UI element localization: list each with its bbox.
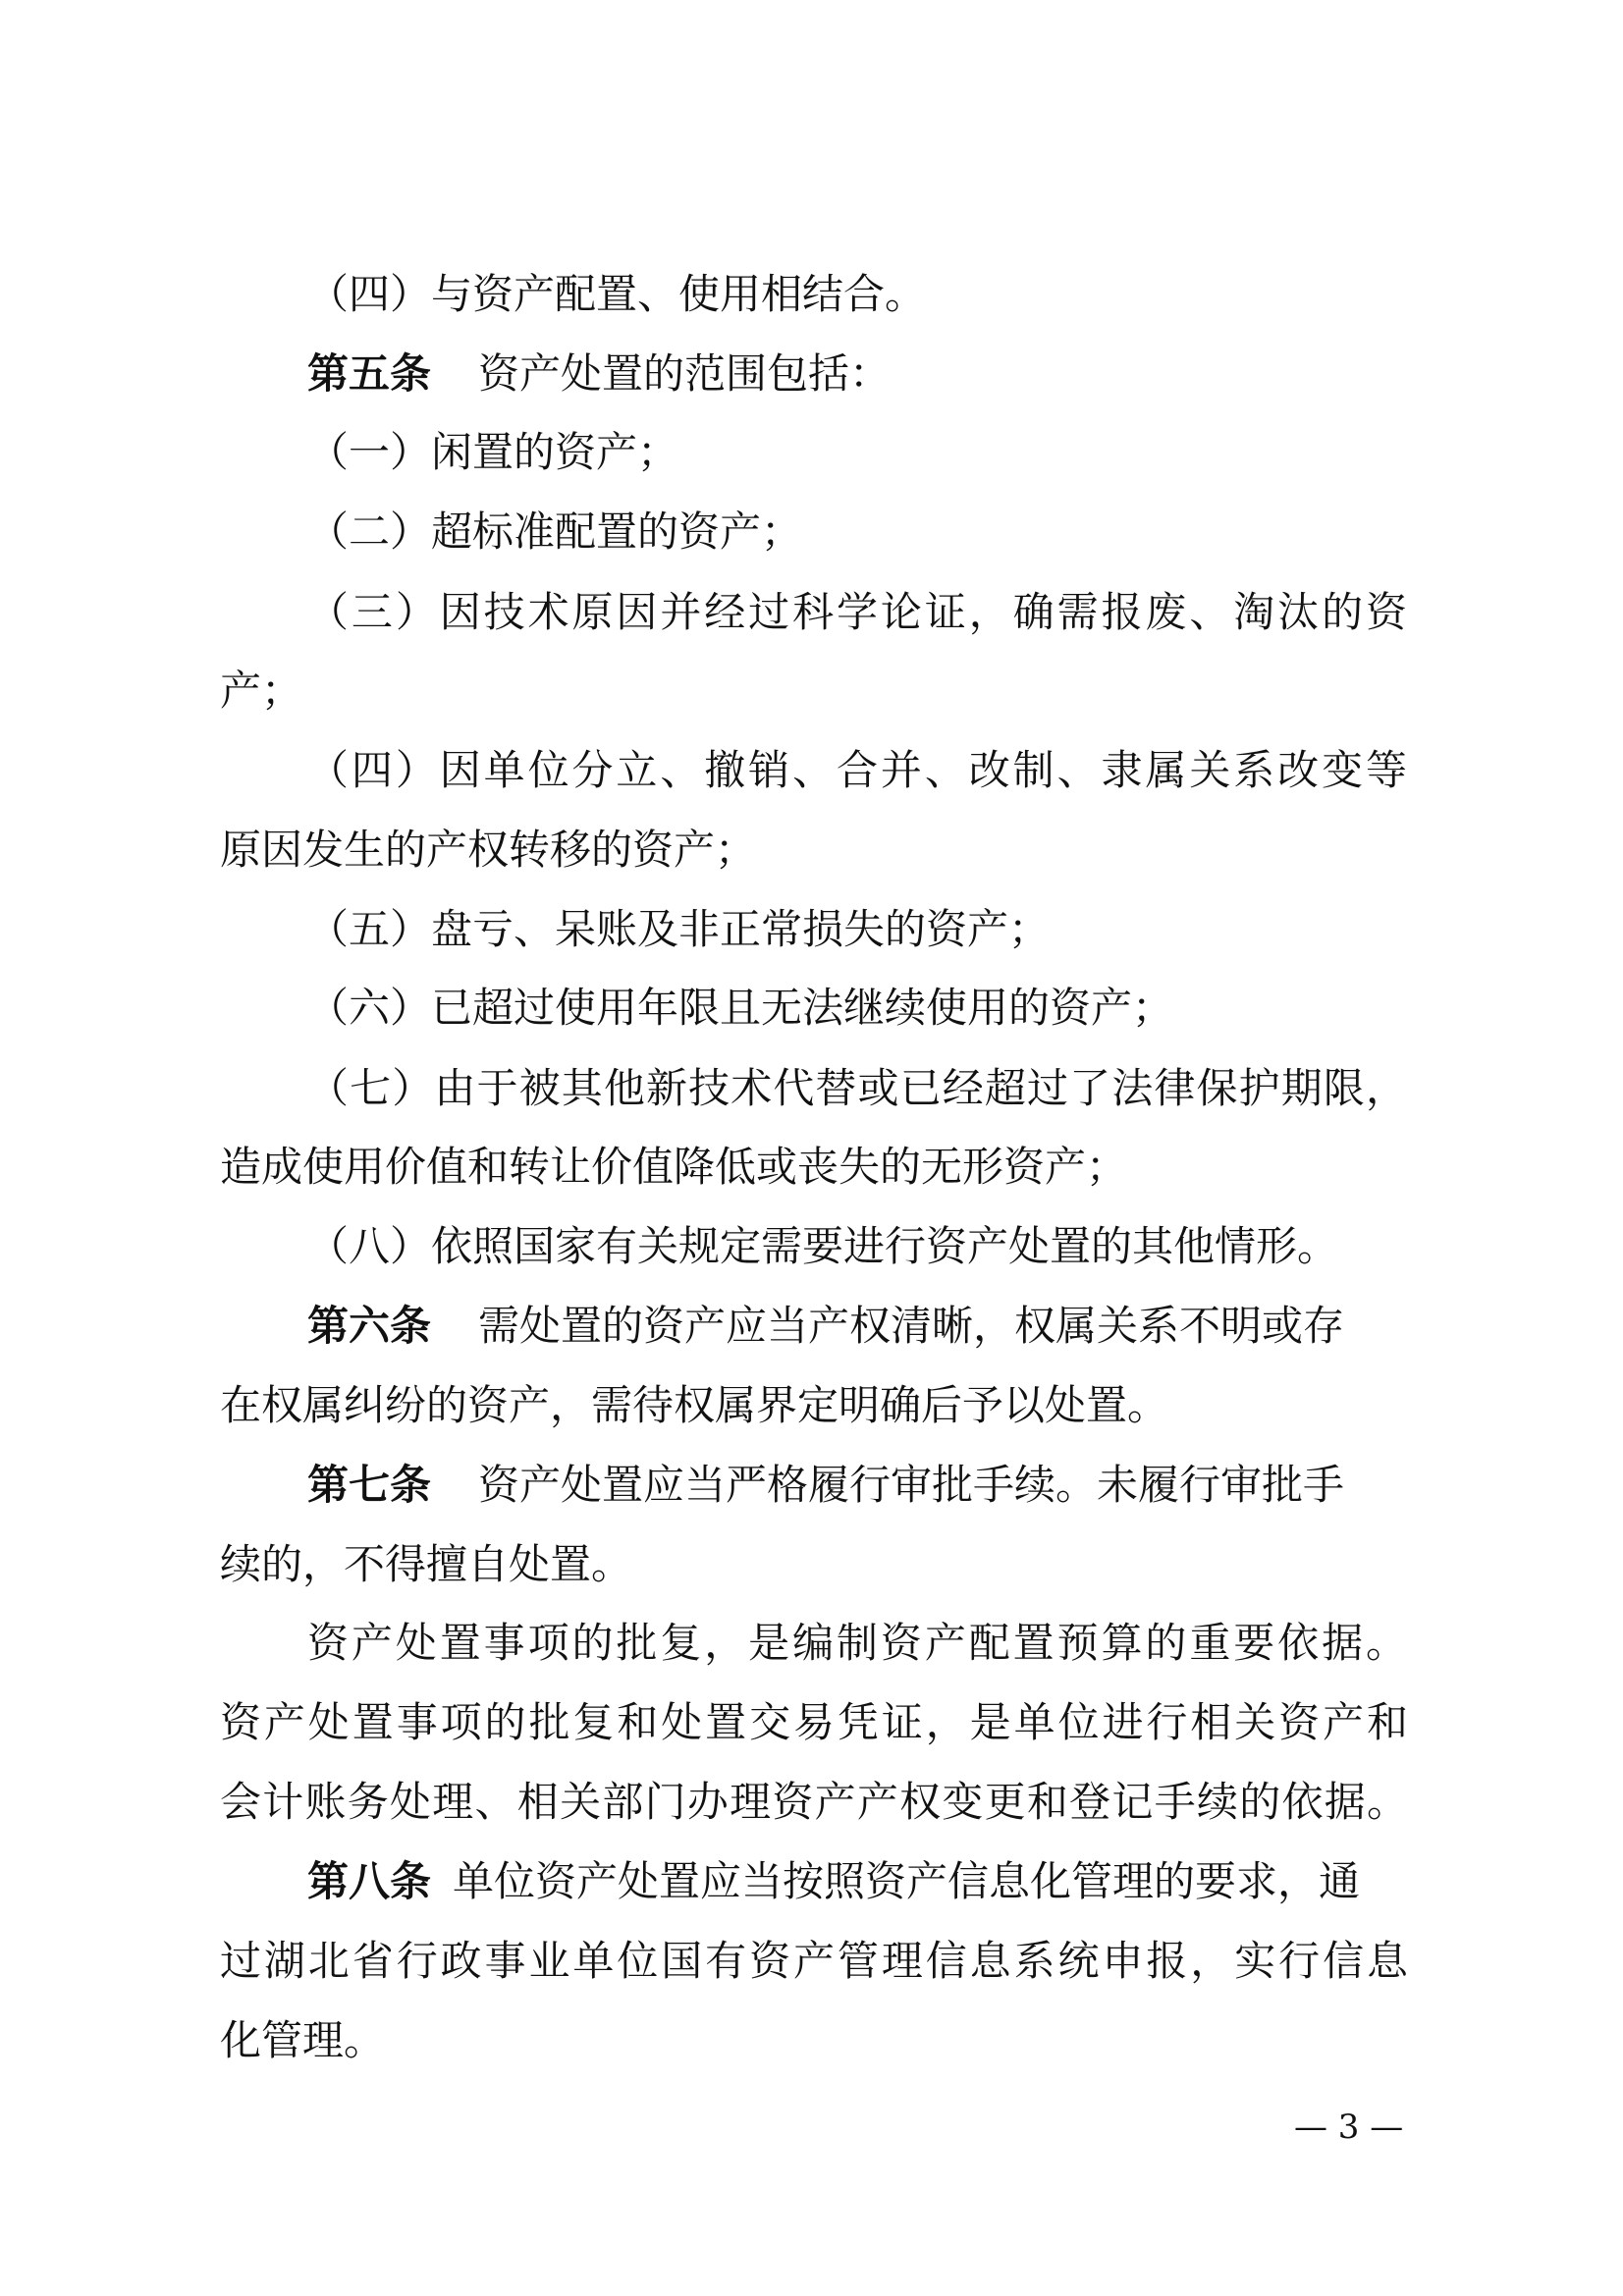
text-line: （四）因单位分立、撤销、合并、改制、隶属关系改变等	[307, 746, 1407, 794]
text-line: 化管理。	[220, 2016, 386, 2064]
text-line: （六）已超过使用年限且无法继续使用的资产；	[307, 984, 1174, 1032]
text-line: 原因发生的产权转移的资产；	[220, 826, 757, 874]
text-line: 过湖北省行政事业单位国有资产管理信息系统申报，实行信息	[220, 1937, 1408, 1985]
page-number: — 3 —	[1294, 2108, 1404, 2147]
article-heading-line: 第八条 单位资产处置应当按照资产信息化管理的要求，通	[307, 1857, 1361, 1905]
article-heading-line: 第五条 资产处置的范围包括：	[307, 349, 892, 398]
article-heading-line: 第七条 资产处置应当严格履行审批手续。未履行审批手	[307, 1461, 1345, 1509]
text-line: （七）由于被其他新技术代替或已经超过了法律保护期限，	[307, 1064, 1407, 1112]
text-line: （四）与资产配置、使用相结合。	[307, 270, 927, 318]
text-line: （一）闲置的资产；	[307, 428, 679, 476]
article-heading: 第七条	[307, 1461, 432, 1509]
text-line: （三）因技术原因并经过科学论证，确需报废、淘汰的资	[307, 588, 1407, 636]
text-line: （二）超标准配置的资产；	[307, 507, 803, 556]
article-heading-line: 第六条 需处置的资产应当产权清晰，权属关系不明或存	[307, 1302, 1345, 1350]
text-line: （五）盘亏、呆账及非正常损失的资产；	[307, 905, 1051, 953]
text-line: 资产处置事项的批复和处置交易凭证，是单位进行相关资产和	[220, 1698, 1408, 1746]
article-heading: 第五条	[307, 349, 432, 398]
text-line: 产；	[220, 667, 303, 715]
text-line: （八）依照国家有关规定需要进行资产处置的其他情形。	[307, 1222, 1339, 1270]
text-line: 在权属纠纷的资产，需待权属界定明确后予以处置。	[220, 1381, 1169, 1429]
article-heading: 第八条	[307, 1857, 432, 1905]
text-line: 造成使用价值和转让价值降低或丧失的无形资产；	[220, 1143, 1128, 1191]
text-line: 续的，不得擅自处置。	[220, 1540, 633, 1588]
text-line: 资产处置事项的批复，是编制资产配置预算的重要依据。	[307, 1619, 1407, 1667]
article-heading: 第六条	[307, 1302, 432, 1350]
text-line: 会计账务处理、相关部门办理资产产权变更和登记手续的依据。	[220, 1778, 1408, 1826]
